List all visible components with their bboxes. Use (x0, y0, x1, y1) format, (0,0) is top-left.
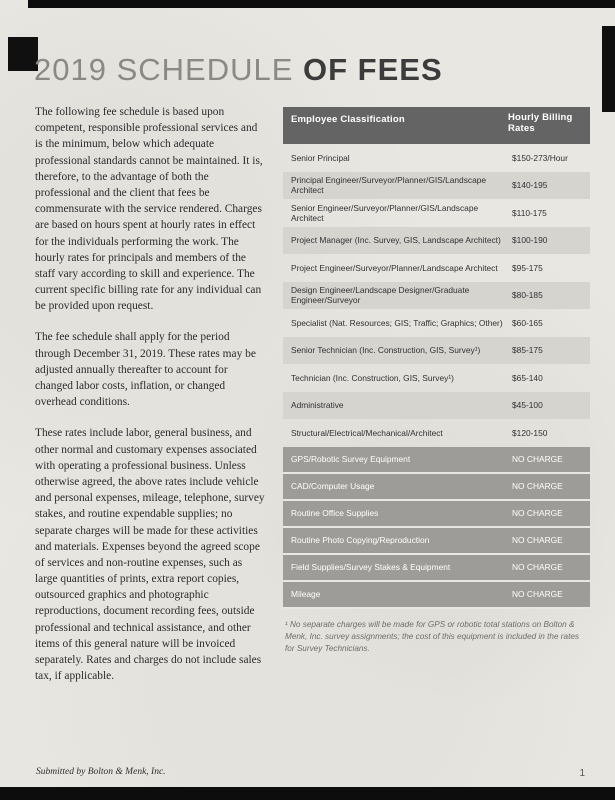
item-label-cell: CAD/Computer Usage (291, 481, 375, 491)
employee-classification-cell: Design Engineer/Landscape Designer/Graduate Engineer/Surveyor (291, 285, 470, 306)
table-row-no-charge (283, 528, 590, 555)
submitted-by-text: Submitted by Bolton & Menk, Inc. (36, 767, 166, 777)
header-hourly-billing-rates: Hourly Billing Rates (508, 112, 573, 134)
page-title-of-fees: OF FEES (293, 52, 443, 87)
table-row (283, 419, 590, 447)
table-row (283, 144, 590, 172)
item-label-cell: GPS/Robotic Survey Equipment (291, 454, 411, 464)
employee-classification-cell: Technician (Inc. Construction, GIS, Survey¹) (291, 372, 454, 383)
page-title (34, 52, 443, 88)
table-row-no-charge (283, 501, 590, 528)
table-row (283, 199, 590, 227)
table-header-row (283, 107, 590, 144)
table-row (283, 309, 590, 337)
item-label-cell: Routine Office Supplies (291, 508, 379, 518)
no-charge-cell: NO CHARGE (512, 481, 563, 491)
body-text-column (35, 104, 265, 699)
employee-classification-cell: Specialist (Nat. Resources; GIS; Traffic; Graphics; Other) (291, 317, 503, 328)
rate-cell: $65-140 (512, 372, 543, 383)
employee-classification-cell: Administrative (291, 400, 344, 411)
table-row-no-charge (283, 447, 590, 474)
table-row (283, 282, 590, 310)
item-label-cell: Mileage (291, 589, 321, 599)
no-charge-rows (283, 447, 590, 609)
no-charge-cell: NO CHARGE (512, 535, 563, 545)
no-charge-cell: NO CHARGE (512, 589, 563, 599)
rate-cell: $60-165 (512, 317, 543, 328)
table-row-no-charge (283, 582, 590, 609)
table-footnote: ¹ No separate charges will be made for GPS or robotic total stations on Bolton & Menk, Inc. survey assignments; the cost of this equipment is included in the rates for Survey Technicians. (285, 619, 579, 654)
table-row (283, 227, 590, 255)
table-row (283, 364, 590, 392)
employee-classification-cell: Principal Engineer/Surveyor/Planner/GIS/Landscape Architect (291, 175, 487, 196)
no-charge-cell: NO CHARGE (512, 562, 563, 572)
rate-cell: $120-150 (512, 427, 548, 438)
paragraph: The fee schedule shall apply for the period through December 31, 2019. These rates may be adjusted annually thereafter to account for changed labor costs, inflation, or changed overhead conditions. (35, 331, 256, 409)
rate-cell: $100-190 (512, 235, 548, 246)
table-row (283, 172, 590, 200)
employee-classification-cell: Senior Engineer/Surveyor/Planner/GIS/Landscape Architect (291, 202, 479, 223)
no-charge-cell: NO CHARGE (512, 454, 563, 464)
rate-cell: $85-175 (512, 345, 543, 356)
table-row-no-charge (283, 474, 590, 501)
paragraph: The following fee schedule is based upon competent, responsible professional services and is the minimum, below which adequate professional standards cannot be maintained. It is, therefore, to the advantage of both the professional and the client that fees be commensurate with the service rendered. Charges are based on hours spent at hourly rates in effect for the individuals performing the work. The hourly rates for principals and members of the staff vary according to skill and experience. The current specific billing rate for any individual can be provided upon request. (35, 106, 263, 313)
rate-cell: $140-195 (512, 180, 548, 191)
rate-cell: $95-175 (512, 262, 543, 273)
rate-cell: $45-100 (512, 400, 543, 411)
table-row (283, 254, 590, 282)
employee-classification-cell: Senior Technician (Inc. Construction, GIS, Survey¹) (291, 345, 481, 356)
table-row (283, 392, 590, 420)
page-title-year-schedule: 2019 SCHEDULE (34, 52, 294, 87)
table-row-no-charge (283, 555, 590, 582)
scan-artifact-bottom-bar (0, 787, 615, 800)
rate-cell: $110-175 (512, 207, 547, 218)
employee-classification-cell: Senior Principal (291, 152, 350, 163)
item-label-cell: Routine Photo Copying/Reproduction (291, 535, 430, 545)
page-number: 1 (579, 768, 585, 779)
employee-classification-cell: Structural/Electrical/Mechanical/Architect (291, 427, 443, 438)
table-row (283, 337, 590, 365)
fee-schedule-table (283, 107, 590, 655)
rate-cell: $80-185 (512, 290, 543, 301)
no-charge-cell: NO CHARGE (512, 508, 563, 518)
employee-classification-cell: Project Engineer/Surveyor/Planner/Landscape Architect (291, 262, 498, 273)
rate-rows (283, 144, 590, 447)
header-employee-classification: Employee Classification (291, 114, 405, 125)
rate-cell: $150-273/Hour (512, 152, 568, 163)
paragraph: These rates include labor, general business, and other normal and customary expenses associated with operating a professional business. Unless otherwise agreed, the above rates include vehicle and personal expenses, mileage, telephone, survey stakes, and routine expendable supplies; no separate charges will be made for these activities and materials. Expenses beyond the agreed scope of services and non-routine expenses, such as large quantities of prints, extra report copies, outsourced graphics and photographic reproductions, document recording fees, outside professional and technical assistance, and other items of this general nature will be invoiced separately. Rates and charges do not include sales tax, if applicable. (35, 427, 265, 683)
scan-artifact-top-bar (28, 0, 615, 8)
employee-classification-cell: Project Manager (Inc. Survey, GIS, Landscape Architect) (291, 235, 501, 246)
scan-artifact-right-strip (602, 26, 615, 112)
item-label-cell: Field Supplies/Survey Stakes & Equipment (291, 562, 451, 572)
